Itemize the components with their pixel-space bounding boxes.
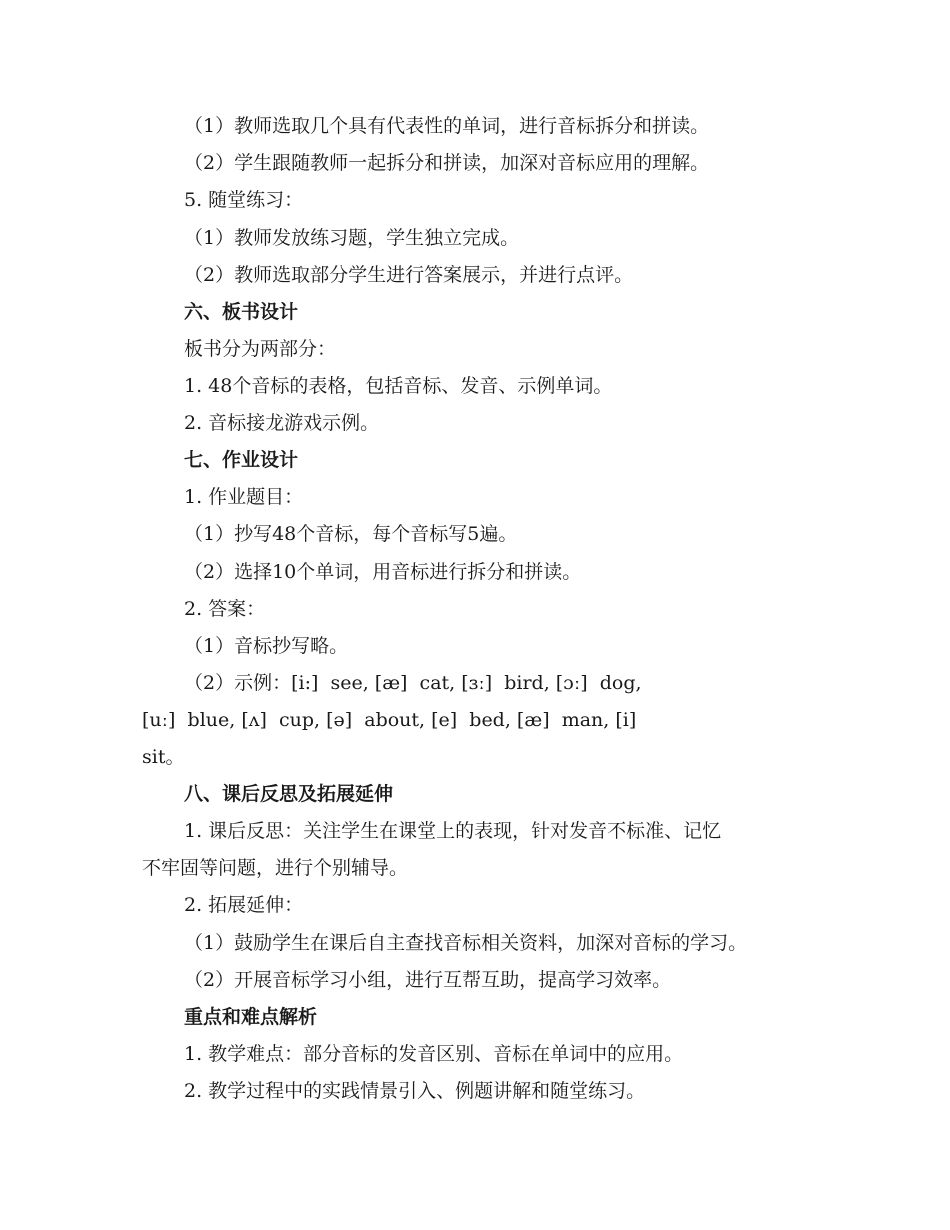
section-heading: 重点和难点解析 <box>184 1006 318 1028</box>
text-line: （2）教师选取部分学生进行答案展示，并进行点评。 <box>184 264 634 286</box>
numbered-item: 1. 课后反思：关注学生在课堂上的表现，针对发音不标准、记忆 <box>184 820 722 842</box>
phonetic-example-line: （2）示例：[i:] see, [æ] cat, [ɜː] bird, [ɔː] dog, <box>184 672 642 694</box>
text-line: （1）鼓励学生在课后自主查找音标相关资料，加深对音标的学习。 <box>184 932 748 954</box>
numbered-item: 2. 拓展延伸： <box>184 894 304 916</box>
phonetic-example-line: [uː] blue, [ʌ] cup, [ə] about, [e] bed, [æ] man, [i] <box>142 709 637 731</box>
text-line: （1）教师选取几个具有代表性的单词，进行音标拆分和拼读。 <box>184 115 710 137</box>
numbered-item: 2. 音标接龙游戏示例。 <box>184 412 380 434</box>
section-heading: 八、课后反思及拓展延伸 <box>184 783 394 805</box>
numbered-item: 1. 作业题目： <box>184 486 304 508</box>
section-heading: 六、板书设计 <box>184 301 299 323</box>
text-line: （2）开展音标学习小组，进行互帮互助，提高学习效率。 <box>184 969 672 991</box>
numbered-item: 2. 答案： <box>184 598 266 620</box>
section-heading: 七、作业设计 <box>184 449 299 471</box>
numbered-item: 1. 48个音标的表格，包括音标、发音、示例单词。 <box>184 375 613 397</box>
text-line: （2）学生跟随教师一起拆分和拼读，加深对音标应用的理解。 <box>184 152 710 174</box>
text-line: （2）选择10个单词，用音标进行拆分和拼读。 <box>184 561 582 583</box>
text-line: （1）音标抄写略。 <box>184 635 349 657</box>
text-line: （1）抄写48个音标，每个音标写5遍。 <box>184 523 518 545</box>
text-line: 板书分为两部分： <box>184 338 337 360</box>
numbered-item: 5. 随堂练习： <box>184 189 304 211</box>
text-line: （1）教师发放练习题，学生独立完成。 <box>184 227 520 249</box>
numbered-item: 1. 教学难点：部分音标的发音区别、音标在单词中的应用。 <box>184 1043 684 1065</box>
phonetic-example-line: sit。 <box>142 746 185 768</box>
numbered-item: 2. 教学过程中的实践情景引入、例题讲解和随堂练习。 <box>184 1080 646 1102</box>
text-line: 不牢固等问题，进行个别辅导。 <box>142 857 409 879</box>
